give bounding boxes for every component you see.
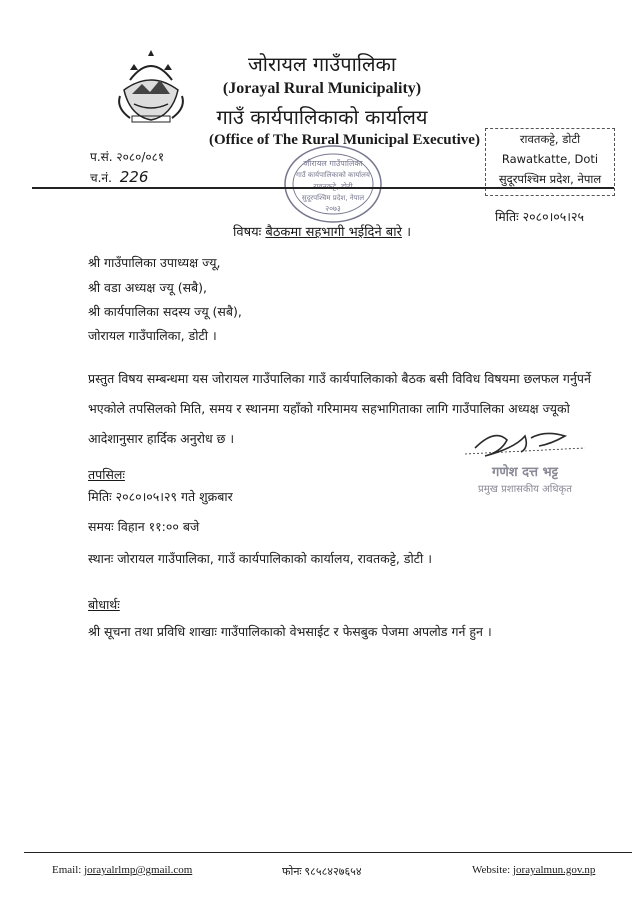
address-line-1: रावतकट्टे, डोटी xyxy=(519,132,581,146)
letter-subject xyxy=(0,222,644,240)
letter-date: मितिः २०८०।०५।२५ xyxy=(495,209,585,224)
stamp-line-2: गाउँ कार्यपालिकाको कार्यालय xyxy=(296,171,370,179)
subject-text: बैठकमा सहभागी भईदिने बारे xyxy=(265,225,402,240)
stamp-line-5: २०७३ xyxy=(325,204,341,213)
footer-phone: फोनः ९८५८४२७६५४ xyxy=(282,866,362,878)
addressee-3: श्री कार्यपालिका सदस्य ज्यू (सबै), xyxy=(88,304,242,319)
details-time: समयः विहान ११:०० बजे xyxy=(88,519,200,534)
signature xyxy=(455,418,595,498)
stamp-line-1: जोरायल गाउँपालिका xyxy=(303,159,363,168)
email-label: Email: xyxy=(52,864,82,876)
office-title-np: गाउँ कार्यपालिकाको कार्यालय xyxy=(216,105,428,129)
footer-website xyxy=(472,864,595,876)
footer-email xyxy=(52,864,192,876)
header-divider xyxy=(32,187,614,189)
details-date: मितिः २०८०।०५।२९ गते शुक्रबार xyxy=(88,489,233,504)
municipality-title-en: (Jorayal Rural Municipality) xyxy=(222,80,422,97)
body-paragraph: प्रस्तुत विषय सम्बन्धमा यस जोरायल गाउँपालिका गाउँ कार्यपालिकाको बैठक बसी विविध विषयमा छलफल गर्नुपर्ने भएकोले तपसिलको मिति, समय र स्थानमा यहाँको गरिमामय सहभागिताका लागि गाउँपालिका अध्यक्ष ज्यूको आदेशानुसार हार्दिक अनुरोध छ । xyxy=(88,371,591,446)
stamp-line-4: सुदूरपश्चिम प्रदेश, नेपाल xyxy=(301,194,365,202)
info-heading xyxy=(88,596,120,613)
dispatch-value: 226 xyxy=(119,168,149,186)
address-box xyxy=(485,128,615,196)
details-place: स्थानः जोरायल गाउँपालिका, गाउँ कार्यपालिकाको कार्यालय, रावतकट्टे, डोटी । xyxy=(88,551,432,566)
footer-divider xyxy=(24,852,632,853)
subject-end: । xyxy=(406,225,411,240)
address-line-2: Rawatkatte, Doti xyxy=(501,152,599,166)
office-title-en: (Office of The Rural Municipal Executive) xyxy=(209,132,480,148)
reference-number: प.सं. २०८०/०८१ xyxy=(90,150,165,164)
dispatch-label: च.नं. xyxy=(90,171,112,185)
addressee-2: श्री वडा अध्यक्ष ज्यू (सबै), xyxy=(88,280,208,295)
signatory-designation: प्रमुख प्रशासकीय अधिकृत xyxy=(478,484,572,495)
subject-label: विषयः xyxy=(233,225,262,240)
website-link[interactable]: jorayalmun.gov.np xyxy=(512,864,596,876)
signatory-name: गणेश दत्त भट्ट xyxy=(492,465,558,480)
addressee-1: श्री गाउँपालिका उपाध्यक्ष ज्यू, xyxy=(88,255,221,270)
email-link[interactable]: jorayalrlmp@gmail.com xyxy=(84,864,193,876)
website-label: Website: xyxy=(472,864,511,876)
info-heading-text: बोधार्थः xyxy=(88,597,120,612)
details-heading xyxy=(88,466,125,483)
address-line-3: सुदूरपश्चिम प्रदेश, नेपाल xyxy=(498,172,602,186)
addressee-4: जोरायल गाउँपालिका, डोटी । xyxy=(88,328,217,343)
info-line: श्री सूचना तथा प्रविधि शाखाः गाउँपालिकाको वेभसाईट र फेसबुक पेजमा अपलोड गर्न हुन । xyxy=(88,624,492,639)
municipality-title-np: जोरायल गाउँपालिका xyxy=(247,52,397,76)
dispatch-number xyxy=(90,168,148,186)
office-stamp xyxy=(278,138,388,230)
details-heading-text: तपसिलः xyxy=(88,467,125,482)
